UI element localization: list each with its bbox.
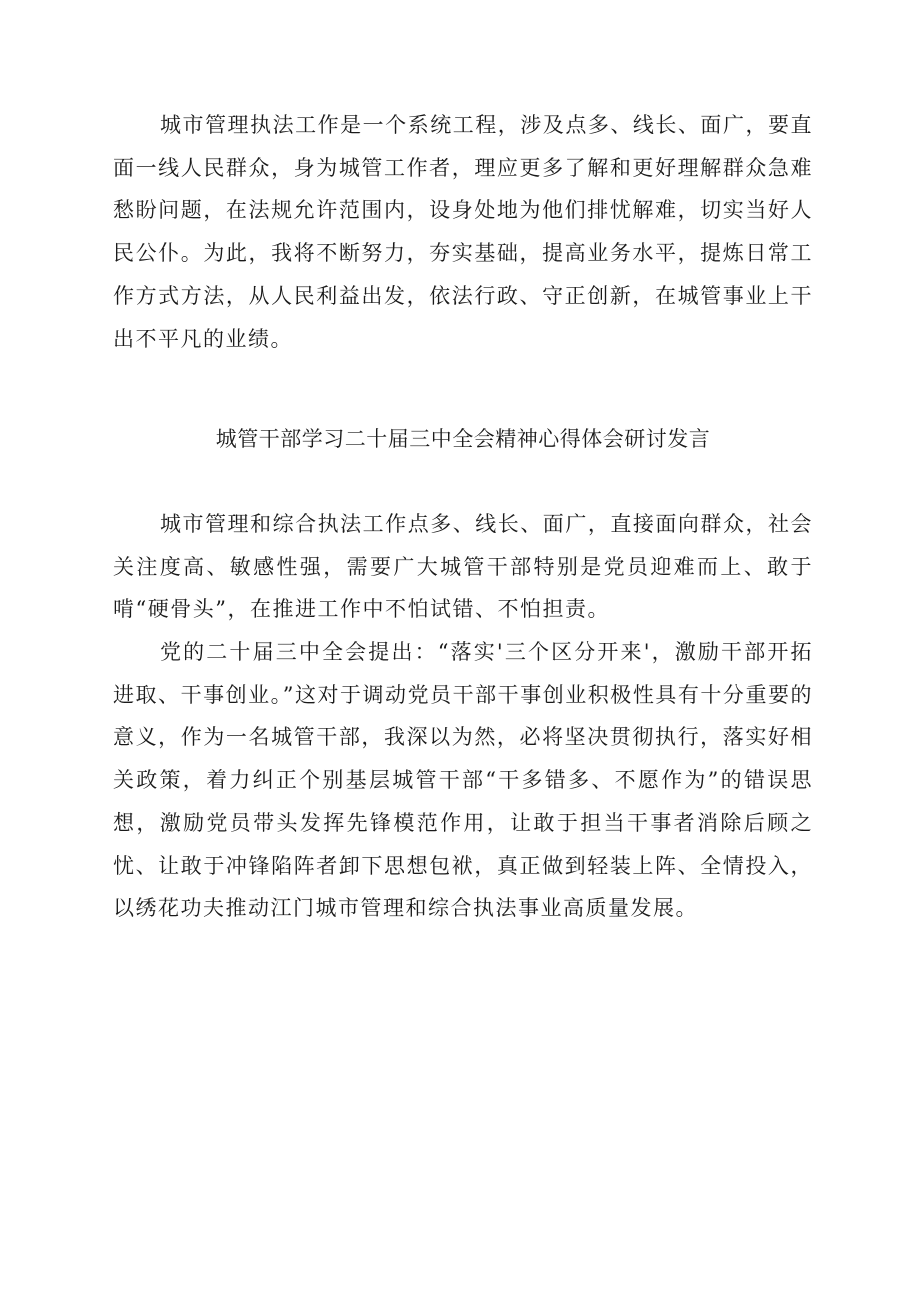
body-paragraph-2: 城市管理和综合执法工作点多、线长、面广，直接面向群众，社会关注度高、敏感性强，需要广大城管干部特别是党员迎难而上、敢于啃“硬骨头”，在推进工作中不怕试错、不怕担责。 (113, 512, 813, 622)
body-paragraph-3: 党的二十届三中全会提出：“落实'三个区分开来'，激励干部开拓进取、干事创业。”这对于调动党员干部干事创业积极性具有十分重要的意义，作为一名城管干部，我深以为然，必将坚决贯彻执行，落实好相关政策，着力纠正个别基层城管干部“干多错多、不愿作为”的错误思想，激励党员带头发挥先锋模范作用，让敢于担当干事者消除后顾之忧、让敢于冲锋陷阵者卸下思想包袱，真正做到轻装上阵、全情投入，以绣花功夫推动江门城市管理和综合执法事业高质量发展。 (113, 640, 813, 921)
section-title: 城管干部学习二十届三中全会精神心得体会研讨发言 (215, 427, 711, 451)
body-paragraph-1: 城市管理执法工作是一个系统工程，涉及点多、线长、面广，要直面一线人民群众，身为城管工作者，理应更多了解和更好理解群众急难愁盼问题，在法规允许范围内，设身处地为他们排忧解难，切实当好人民公仆。为此，我将不断努力，夯实基础，提高业务水平，提炼日常工作方式方法，从人民利益出发，依法行政、守正创新，在城管事业上干出不平凡的业绩。 (113, 113, 813, 351)
